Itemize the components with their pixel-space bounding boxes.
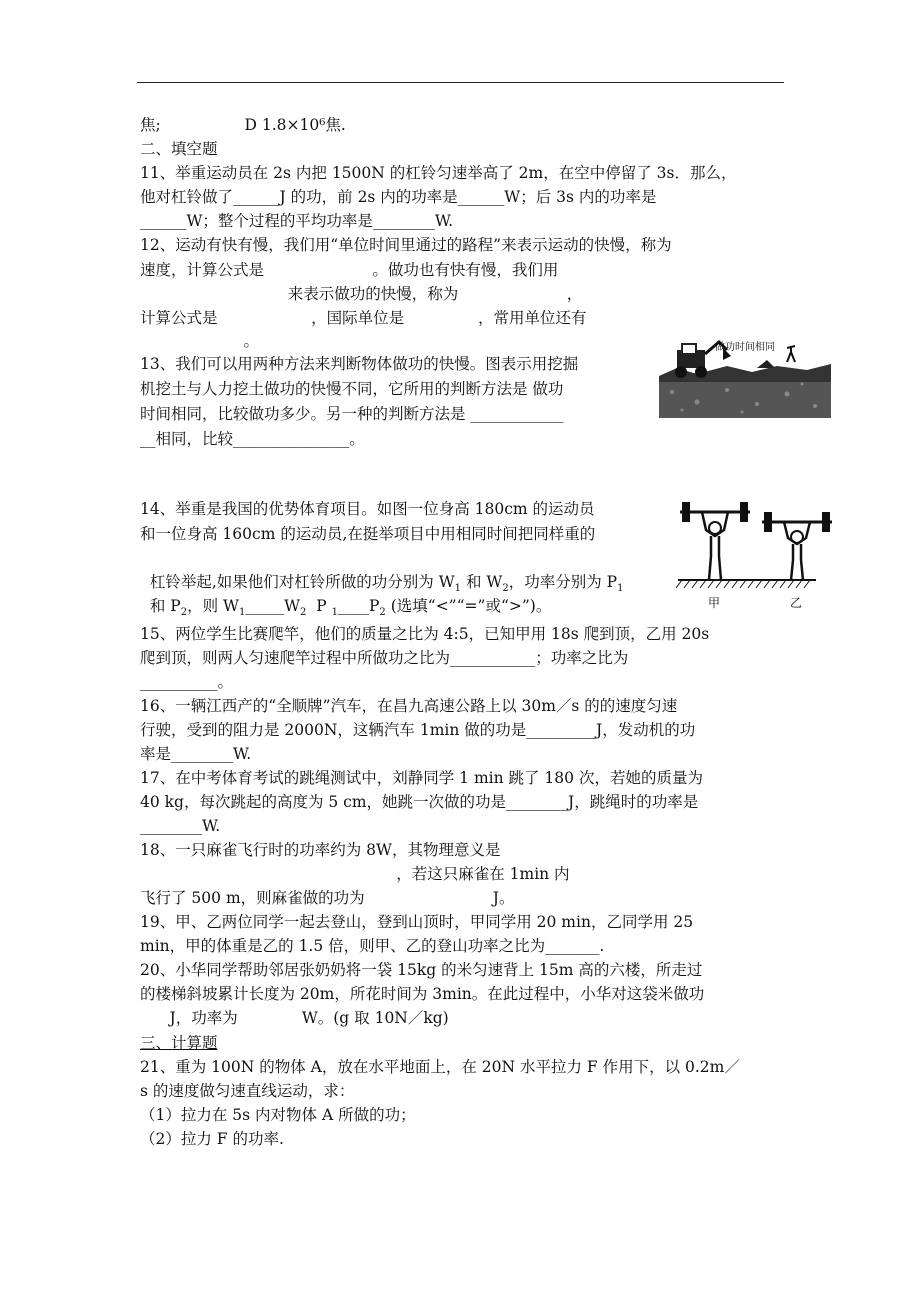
subscript: 2 bbox=[379, 607, 386, 619]
q12-line4: 计算公式是 ，国际单位是 ，常用单位还有 bbox=[140, 309, 587, 327]
subscript: 2 bbox=[180, 607, 188, 619]
q12-line1: 12、运动有快有慢，我们用“单位时间里通过的路程”来表示运动的快慢，称为 bbox=[140, 236, 672, 254]
q16-line3: 率是________W. bbox=[140, 745, 252, 763]
q14-line3-text-c: ，功率分别为 P bbox=[508, 573, 618, 591]
q11-line1: 11、举重运动员在 2s 内把 1500N 的杠铃匀速举高了 2m，在空中停留了 3s．那么， bbox=[140, 164, 737, 182]
q14-line4-text-a: 和 P bbox=[149, 597, 181, 615]
q20-line2: 的楼梯斜坡累计长度为 20m，所花时间为 3min。在此过程中，小华对这袋米做功 bbox=[140, 985, 705, 1003]
q17-line1: 17、在中考体育考试的跳绳测试中，刘静同学 1 min 跳了 180 次，若她的质量为 bbox=[140, 769, 703, 787]
q14-line4-text-f: (选填“<”“=”或“>”)。 bbox=[385, 597, 552, 615]
q19-line2: min，甲的体重是乙的 1.5 倍，则甲、乙的登山功率之比为_______. bbox=[140, 937, 605, 955]
figure13-caption: 做功时间相同 bbox=[715, 342, 775, 353]
figure14-label-right: 乙 bbox=[790, 596, 803, 610]
q15-line3: __________。 bbox=[140, 673, 234, 691]
q14-line4 bbox=[140, 570, 551, 625]
q18-line1: 18、一只麻雀飞行时的功率约为 8W，其物理意义是 bbox=[140, 841, 501, 859]
q12-line3: 来表示做功的快慢，称为 ， bbox=[140, 285, 583, 303]
q17-line3: ________W. bbox=[140, 817, 221, 835]
figure14-label-left: 甲 bbox=[708, 596, 721, 610]
section-calculation: 三、计算题 bbox=[140, 1034, 218, 1052]
q11-line3: ______W；整个过程的平均功率是________W. bbox=[140, 212, 454, 230]
header-rule bbox=[137, 82, 784, 83]
q13-line2: 机挖土与人力挖土做功的快慢不同，它所用的判断方法是 做功 bbox=[140, 380, 564, 398]
q14-line3-text-a: 杠铃举起,如果他们对杠铃所做的功分别为 W bbox=[149, 573, 455, 591]
line-q10-end: 焦; D 1.8×10⁶焦. bbox=[140, 116, 346, 134]
q13-line3: 时间相同，比较做功多少。另一种的判断方法是 ____________ bbox=[140, 405, 564, 423]
q13-line1: 13、我们可以用两种方法来判断物体做功的快慢。图表示用挖掘 bbox=[140, 355, 579, 373]
q16-line1: 16、一辆江西产的“全顺牌”汽车，在昌九高速公路上以 30m／s 的的速度匀速 bbox=[140, 697, 678, 715]
q11-line2: 他对杠铃做了______J 的功，前 2s 内的功率是______W；后 3s 内的功率是 bbox=[140, 188, 657, 206]
q14-line4-text-e: ____P bbox=[337, 597, 380, 615]
section-fill-blank: 二、填空题 bbox=[140, 140, 218, 158]
subscript: 1 bbox=[617, 583, 624, 595]
q14-line1: 14、举重是我国的优势体育项目。如图一位身高 180cm 的运动员 bbox=[140, 500, 595, 518]
q16-line2: 行驶，受到的阻力是 2000N，这辆汽车 1min 做的功是_________J，发动机的功 bbox=[140, 721, 696, 739]
q19-line1: 19、甲、乙两位同学一起去登山，登到山顶时，甲同学用 20 min，乙同学用 25 bbox=[140, 913, 694, 931]
subscript: 1 bbox=[454, 583, 462, 595]
q21-line4: （2）拉力 F 的功率. bbox=[140, 1130, 284, 1148]
q18-line3: 飞行了 500 m，则麻雀做的功为 J。 bbox=[140, 889, 515, 907]
subscript: 1 bbox=[238, 607, 246, 619]
subscript: 2 bbox=[300, 607, 307, 619]
q21-line1: 21、重为 100N 的物体 A，放在水平地面上，在 20N 水平拉力 F 作用下，以 0.2m／ bbox=[140, 1058, 740, 1076]
q21-line3: （1）拉力在 5s 内对物体 A 所做的功； bbox=[140, 1106, 416, 1124]
q20-line3: J，功率为 W。(g 取 10N／kg) bbox=[140, 1009, 449, 1027]
q14-line2: 和一位身高 160cm 的运动员,在挺举项目中用相同时间把同样重的 bbox=[140, 525, 596, 543]
q12-line5: 。 bbox=[140, 332, 259, 350]
weightlifters-figure bbox=[676, 498, 842, 614]
q21-line2: s 的速度做匀速直线运动，求： bbox=[140, 1082, 355, 1100]
q14-line3-text-b: 和 W bbox=[461, 573, 503, 591]
excavator-figure bbox=[657, 332, 833, 420]
subscript: 1 bbox=[331, 607, 338, 619]
q20-line1: 20、小华同学帮助邻居张奶奶将一袋 15kg 的米匀速背上 15m 高的六楼，所走过 bbox=[140, 961, 703, 979]
q13-line4: __相同，比较_______________。 bbox=[140, 430, 365, 448]
q17-line2: 40 kg，每次跳起的高度为 5 cm，她跳一次做的功是________J，跳绳时的功率是 bbox=[140, 793, 699, 811]
q18-line2: ，若这只麻雀在 1min 内 bbox=[140, 865, 570, 883]
subscript: 2 bbox=[502, 583, 509, 595]
q15-line2: 爬到顶，则两人匀速爬竿过程中所做功之比为___________；功率之比为 bbox=[140, 649, 629, 667]
q14-line4-text-d: P bbox=[306, 597, 332, 615]
q14-line4-text-c: _____W bbox=[245, 597, 301, 615]
q15-line1: 15、两位学生比赛爬竿，他们的质量之比为 4:5，已知甲用 18s 爬到顶，乙用 20s bbox=[140, 625, 710, 643]
q14-line4-text-b: ，则 W bbox=[187, 597, 239, 615]
q12-line2: 速度，计算公式是 。做功也有快有慢，我们用 bbox=[140, 261, 559, 279]
